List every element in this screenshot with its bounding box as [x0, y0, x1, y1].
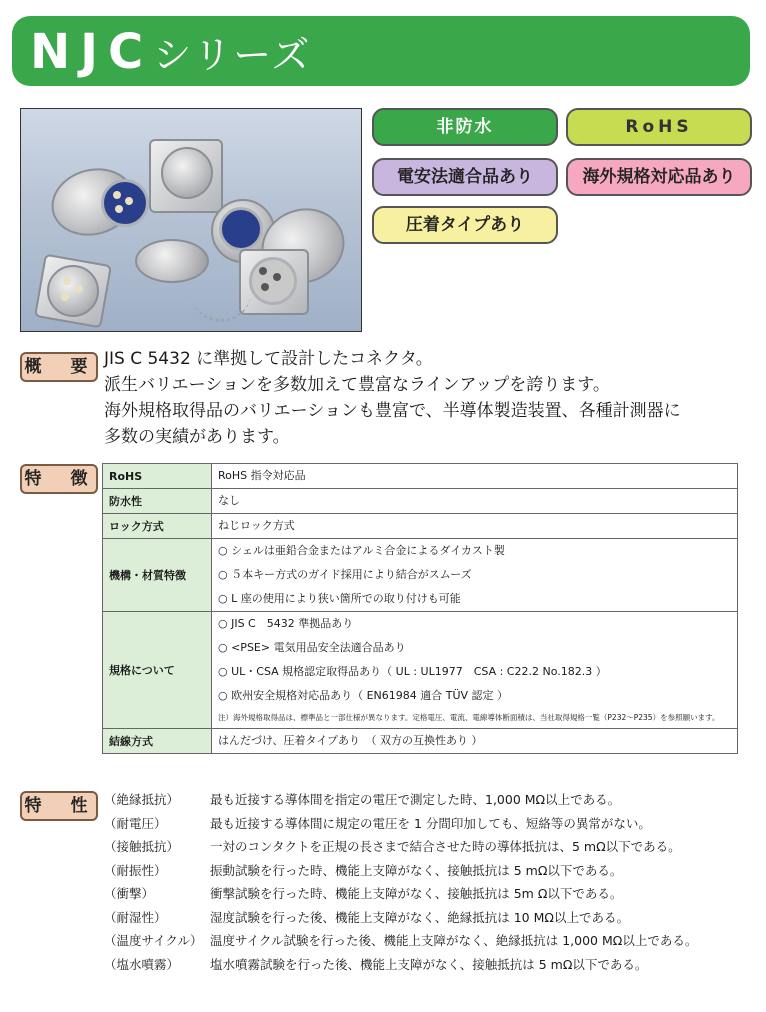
- overview-line: JIS C 5432 に準拠して設計したコネクタ。: [104, 349, 433, 369]
- page-title: [30, 22, 311, 85]
- table-key: 規格について: [103, 612, 212, 729]
- list-item: （衝撃） 衝撃試験を行った時、機能上支障がなく、接触抵抗は 5m Ω以下である。: [104, 886, 623, 901]
- series-suffix: シリーズ: [153, 33, 312, 77]
- list-item: （耐振性） 振動試験を行った時、機能上支障がなく、接触抵抗は 5 mΩ以下である。: [104, 862, 623, 878]
- badge-crimp-type: 圧着タイプあり: [372, 206, 558, 244]
- list-item: （温度サイクル） 温度サイクル試験を行った後、機能上支障がなく、絶縁抵抗は 1,000 MΩ以上である。: [104, 933, 698, 948]
- list-item: （耐湿性） 湿度試験を行った後、機能上支障がなく、絶縁抵抗は 10 MΩ以上である。: [104, 909, 629, 925]
- list-item: （耐電圧） 最も近接する導体間に規定の電圧を 1 分間印加しても、短絡等の異常がない。: [104, 815, 651, 831]
- section-label-properties: 特 性: [20, 791, 98, 821]
- table-value: RoHS 指令対応品: [212, 464, 738, 489]
- product-photo: [20, 108, 362, 332]
- badge-rohs: RoHS: [566, 108, 752, 146]
- table-row: [103, 489, 738, 514]
- badge-overseas-standard: 海外規格対応品あり: [566, 158, 752, 196]
- table-value: ねじロック方式: [212, 514, 738, 539]
- table-row: [103, 729, 738, 754]
- table-value: なし: [212, 489, 738, 514]
- list-item: （絶縁抵抗） 最も近接する導体間を指定の電圧で測定した時、1,000 MΩ以上である。: [104, 792, 621, 807]
- table-value: はんだづけ、圧着タイプあり （ 双方の互換性あり ）: [212, 729, 738, 754]
- list-item: （塩水噴霧） 塩水噴霧試験を行った後、機能上支障がなく、接触抵抗は 5 mΩ以下である。: [104, 956, 648, 972]
- table-row: [103, 464, 738, 489]
- table-row: [103, 514, 738, 539]
- properties-list: [104, 788, 754, 976]
- overview-line: 海外規格取得品のバリエーションも豊富で、半導体製造装置、各種計測器に: [104, 401, 681, 421]
- section-label-overview: 概 要: [20, 352, 98, 382]
- table-value: ○ シェルは亜鉛合金またはアルミ合金によるダイカスト製 ○ ５本キー方式のガイド採用により結合がスムーズ ○ L 座の使用により狭い箇所での取り付けも可能: [212, 539, 738, 612]
- table-key: 結線方式: [103, 729, 212, 754]
- features-table: [102, 463, 738, 754]
- table-note: 注）海外規格取得品は、標準品と一部仕様が異なります。定格電圧、電流、電線導体断面積は、当社取得規格一覧（P232～P235）を参照願います。: [218, 713, 720, 722]
- list-item: （接触抵抗） 一対のコンタクトを正規の長さまで結合させた時の導体抵抗は、5 mΩ以下である。: [104, 839, 681, 854]
- series-code: NJC: [30, 24, 154, 80]
- overview-line: 派生バリエーションを多数加えて豊富なラインアップを誇ります。: [104, 375, 610, 395]
- table-key: RoHS: [103, 464, 212, 489]
- table-row: [103, 539, 738, 612]
- section-label-features: 特 徴: [20, 464, 98, 494]
- table-key: 機構・材質特徴: [103, 539, 212, 612]
- overview-text: [104, 346, 754, 450]
- table-row: [103, 612, 738, 729]
- table-key: ロック方式: [103, 514, 212, 539]
- table-value: ○ JIS C 5432 準拠品あり ○ <PSE> 電気用品安全法適合品あり ○ UL・CSA 規格認定取得品あり（ UL : UL1977 CSA : C22.2 No.182.3 ） ○ 欧州安全規格対応品あり（ EN61984 適合 TÜV 認定 ） 注）海外規格取得品は、標準品と一部仕様が異なります。定格電圧、電流、電線導体断面積は、当社取得規格一覧（P232～P235）を参照願います。: [212, 612, 738, 729]
- badge-denan-compliant: 電安法適合品あり: [372, 158, 558, 196]
- table-key: 防水性: [103, 489, 212, 514]
- badge-non-waterproof: 非防水: [372, 108, 558, 146]
- overview-line: 多数の実績があります。: [104, 427, 290, 447]
